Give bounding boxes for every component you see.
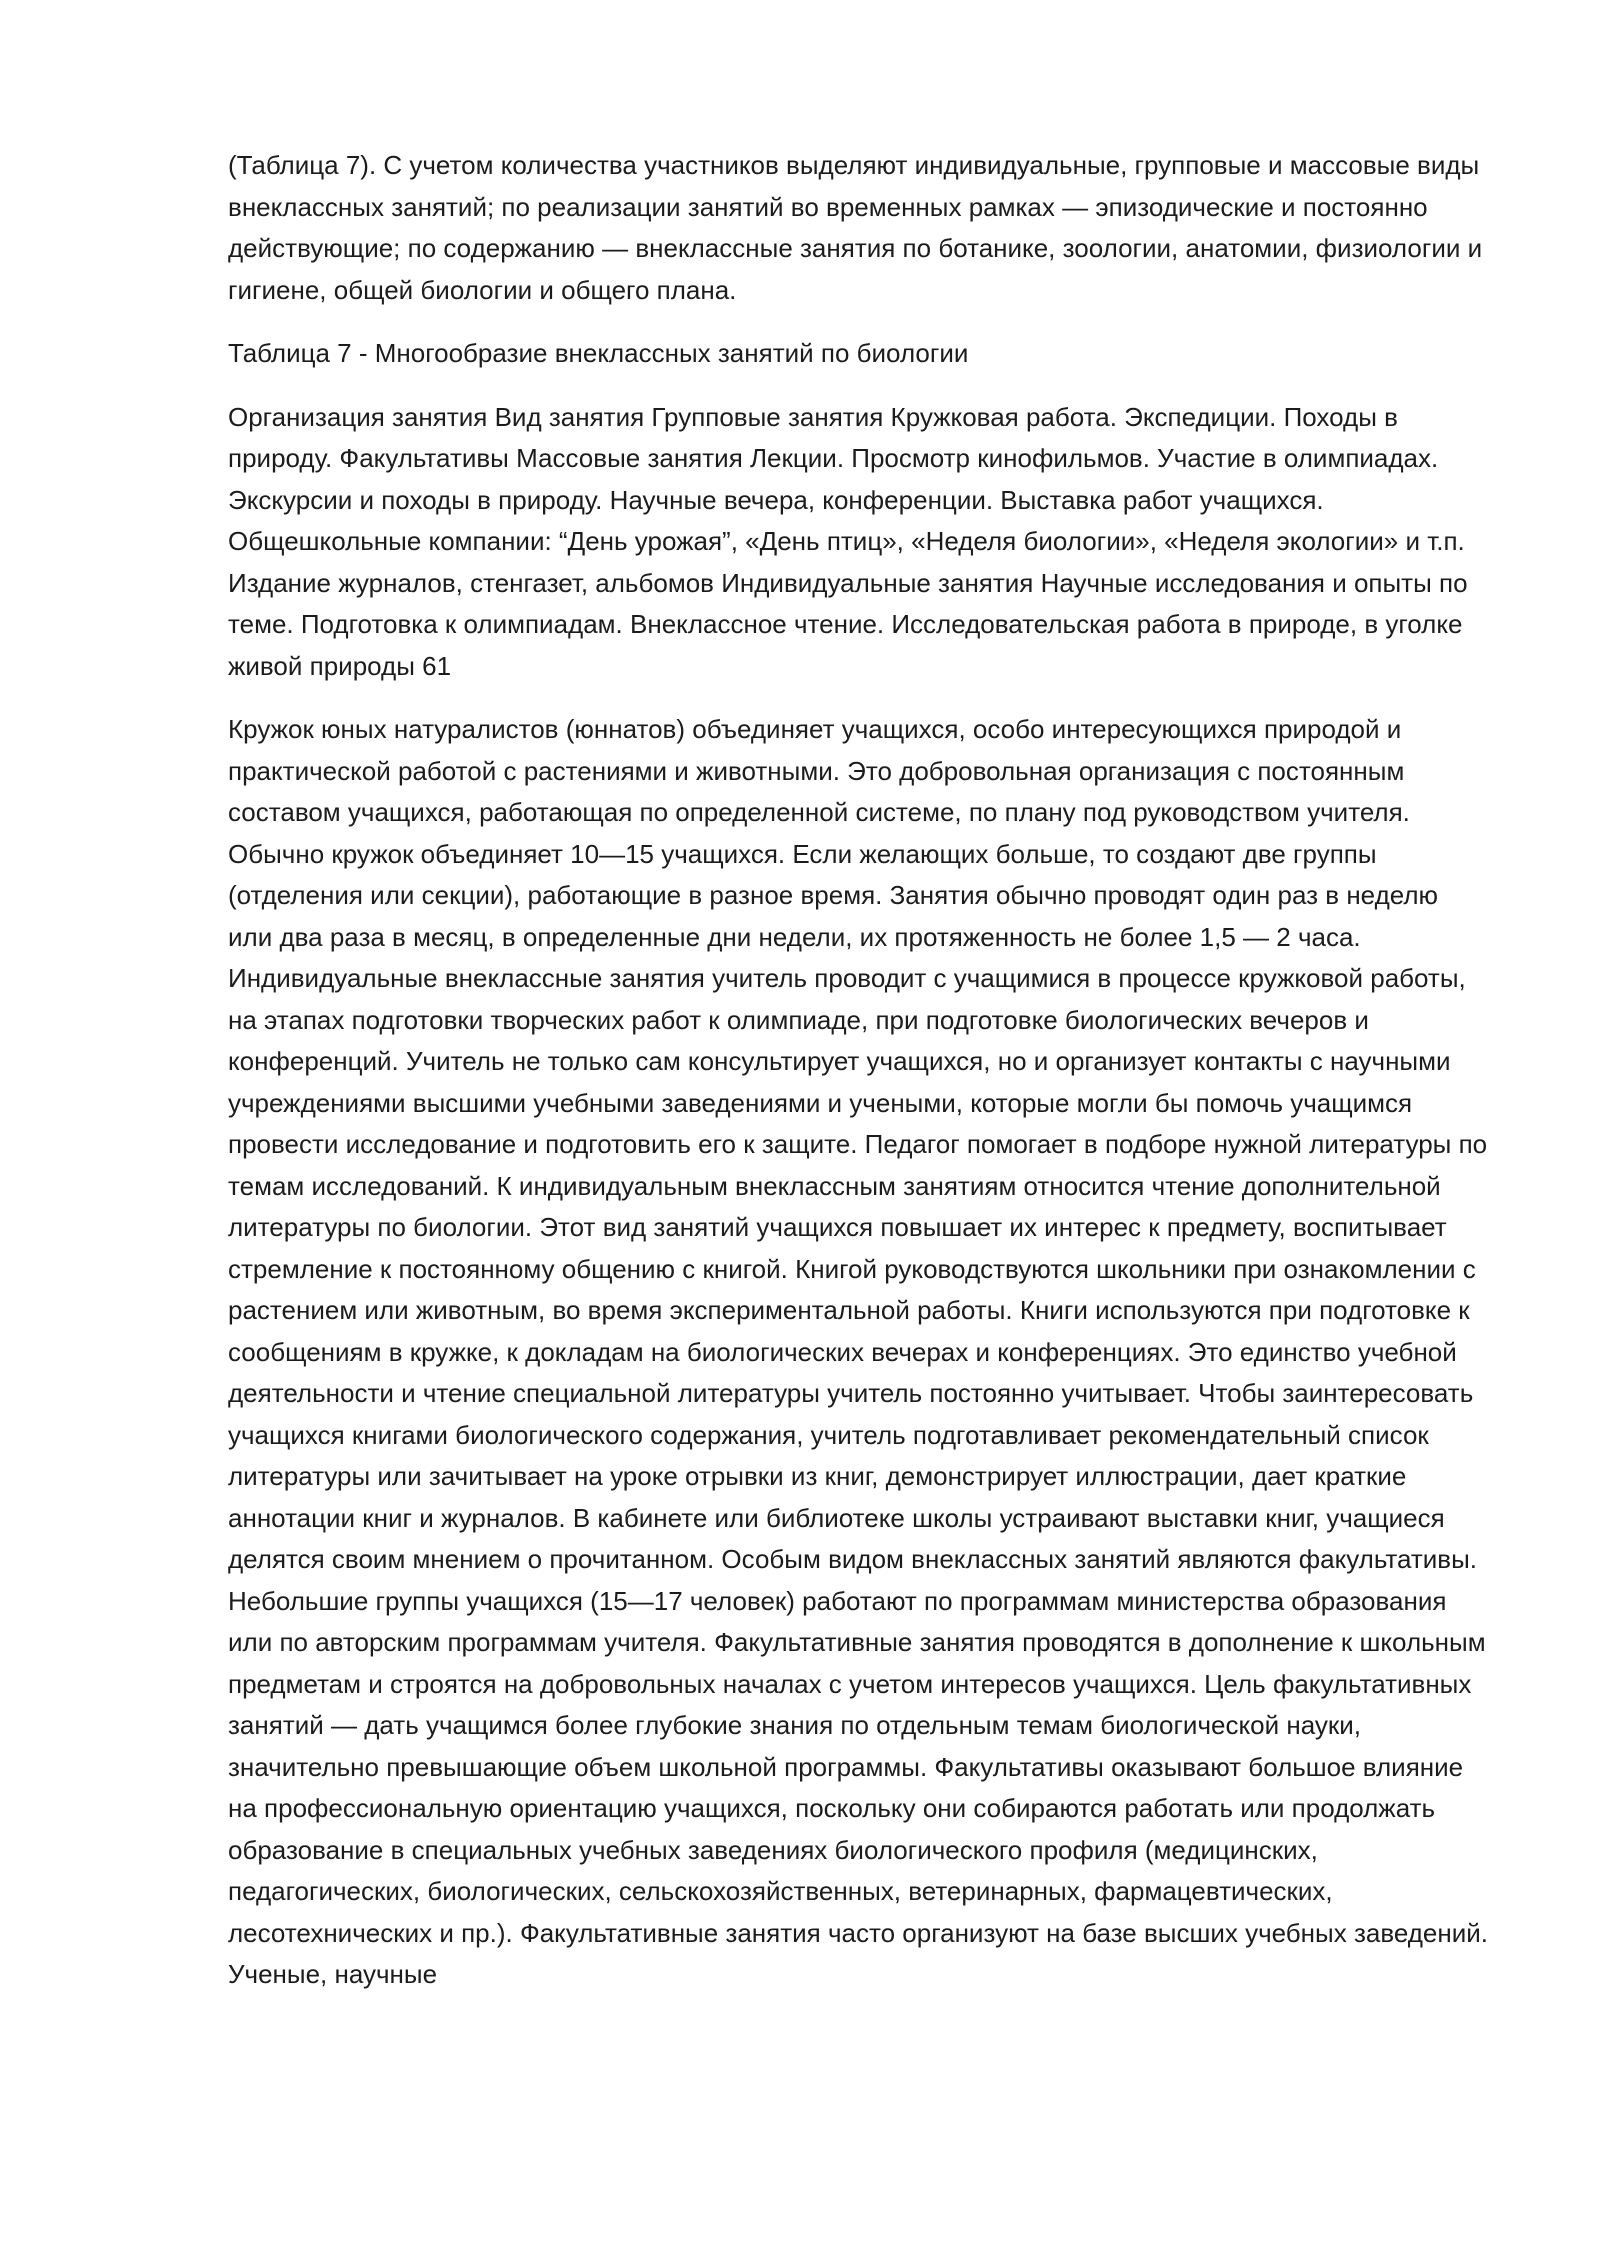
document-page	[228, 145, 1488, 2018]
intro-paragraph: (Таблица 7). С учетом количества участников выделяют индивидуальные, групповые и массовые виды внеклассных занятий; по реализации занятий во временных рамках — эпизодические и постоянно действующие; по содержанию — внеклассные занятия по ботанике, зоологии, анатомии, физиологии и гигиене, общей биологии и общего плана.	[228, 150, 1483, 305]
table-text: Организация занятия Вид занятия Групповые занятия Кружковая работа. Экспедиции. Походы в природу. Факультативы Массовые занятия Лекции. Просмотр кинофильмов. Участие в олимпиадах. Экскурсии и походы в природу. Научные вечера, конференции. Выставка работ учащихся. Общешкольные компании: “День урожая”, «День птиц», «Неделя биологии», «Неделя экологии» и т.п. Издание журналов, стенгазет, альбомов Индивидуальные занятия Научные исследования и опыты по теме. Подготовка к олимпиадам. Внеклассное чтение. Исследовательская работа в природе, в уголке живой природы 61	[228, 401, 1468, 681]
table-caption: Таблица 7 - Многообразие внеклассных занятий по биологии	[228, 338, 969, 368]
main-paragraph: Кружок юных натуралистов (юннатов) объединяет учащихся, особо интересующихся природой и практической работой с растениями и животными. Это добровольная организация с постоянным составом учащихся, работающая по определенной системе, по плану под руководством учителя. Обычно кружок объединяет 10—15 учащихся. Если желающих больше, то создают две группы (отделения или секции), работающие в разное время. Занятия обычно проводят один раз в неделю или два раза в месяц, в определенные дни недели, их протяженность не более 1,5 — 2 часа. Индивидуальные внеклассные занятия учитель проводит с учащимися в процессе кружковой работы, на этапах подготовки творческих работ к олимпиаде, при подготовке биологических вечеров и конференций. Учитель не только сам консультирует учащихся, но и организует контакты с научными учреждениями высшими учебными заведениями и учеными, которые могли бы помочь учащимся провести исследование и подготовить его к защите. Педагог помогает в подборе нужной литературы по темам исследований. К индивидуальным внеклассным занятиям относится чтение дополнительной литературы по биологии. Этот вид занятий учащихся повышает их интерес к предмету, воспитывает стремление к постоянному общению с книгой. Книгой руководствуются школьники при ознакомлении с растением или животным, во время экспериментальной работы. Книги используются при подготовке к сообщениям в кружке, к докладам на биологических вечерах и конференциях. Это единство учебной деятельности и чтение специальной литературы учитель постоянно учитывает. Чтобы заинтересовать учащихся книгами биологического содержания, учитель подготавливает рекомендательный список литературы или зачитывает на уроке отрывки из книг, демонстрирует иллюстрации, дает краткие аннотации книг и журналов. В кабинете или библиотеке школы устраивают выставки книг, учащиеся делятся своим мнением о прочитанном. Особым видом внеклассных занятий являются факультативы. Небольшие группы учащихся (15—17 человек) работают по программам министерства образования или по авторским программам учителя. Факультативные занятия проводятся в дополнение к школьным предметам и строятся на добровольных началах с учетом интересов учащихся. Цель факультативных занятий — дать учащимся более глубокие знания по отдельным темам биологической науки, значительно превышающие объем школьной программы. Факультативы оказывают большое влияние на профессиональную ориентацию учащихся, поскольку они собираются работать или продолжать образование в специальных учебных заведениях биологического профиля (медицинских, педагогических, биологических, сельскохозяйственных, ветеринарных, фармацевтических, лесотехнических и пр.). Факультативные занятия часто организуют на базе высших учебных заведений. Ученые, научные	[228, 714, 1488, 1989]
